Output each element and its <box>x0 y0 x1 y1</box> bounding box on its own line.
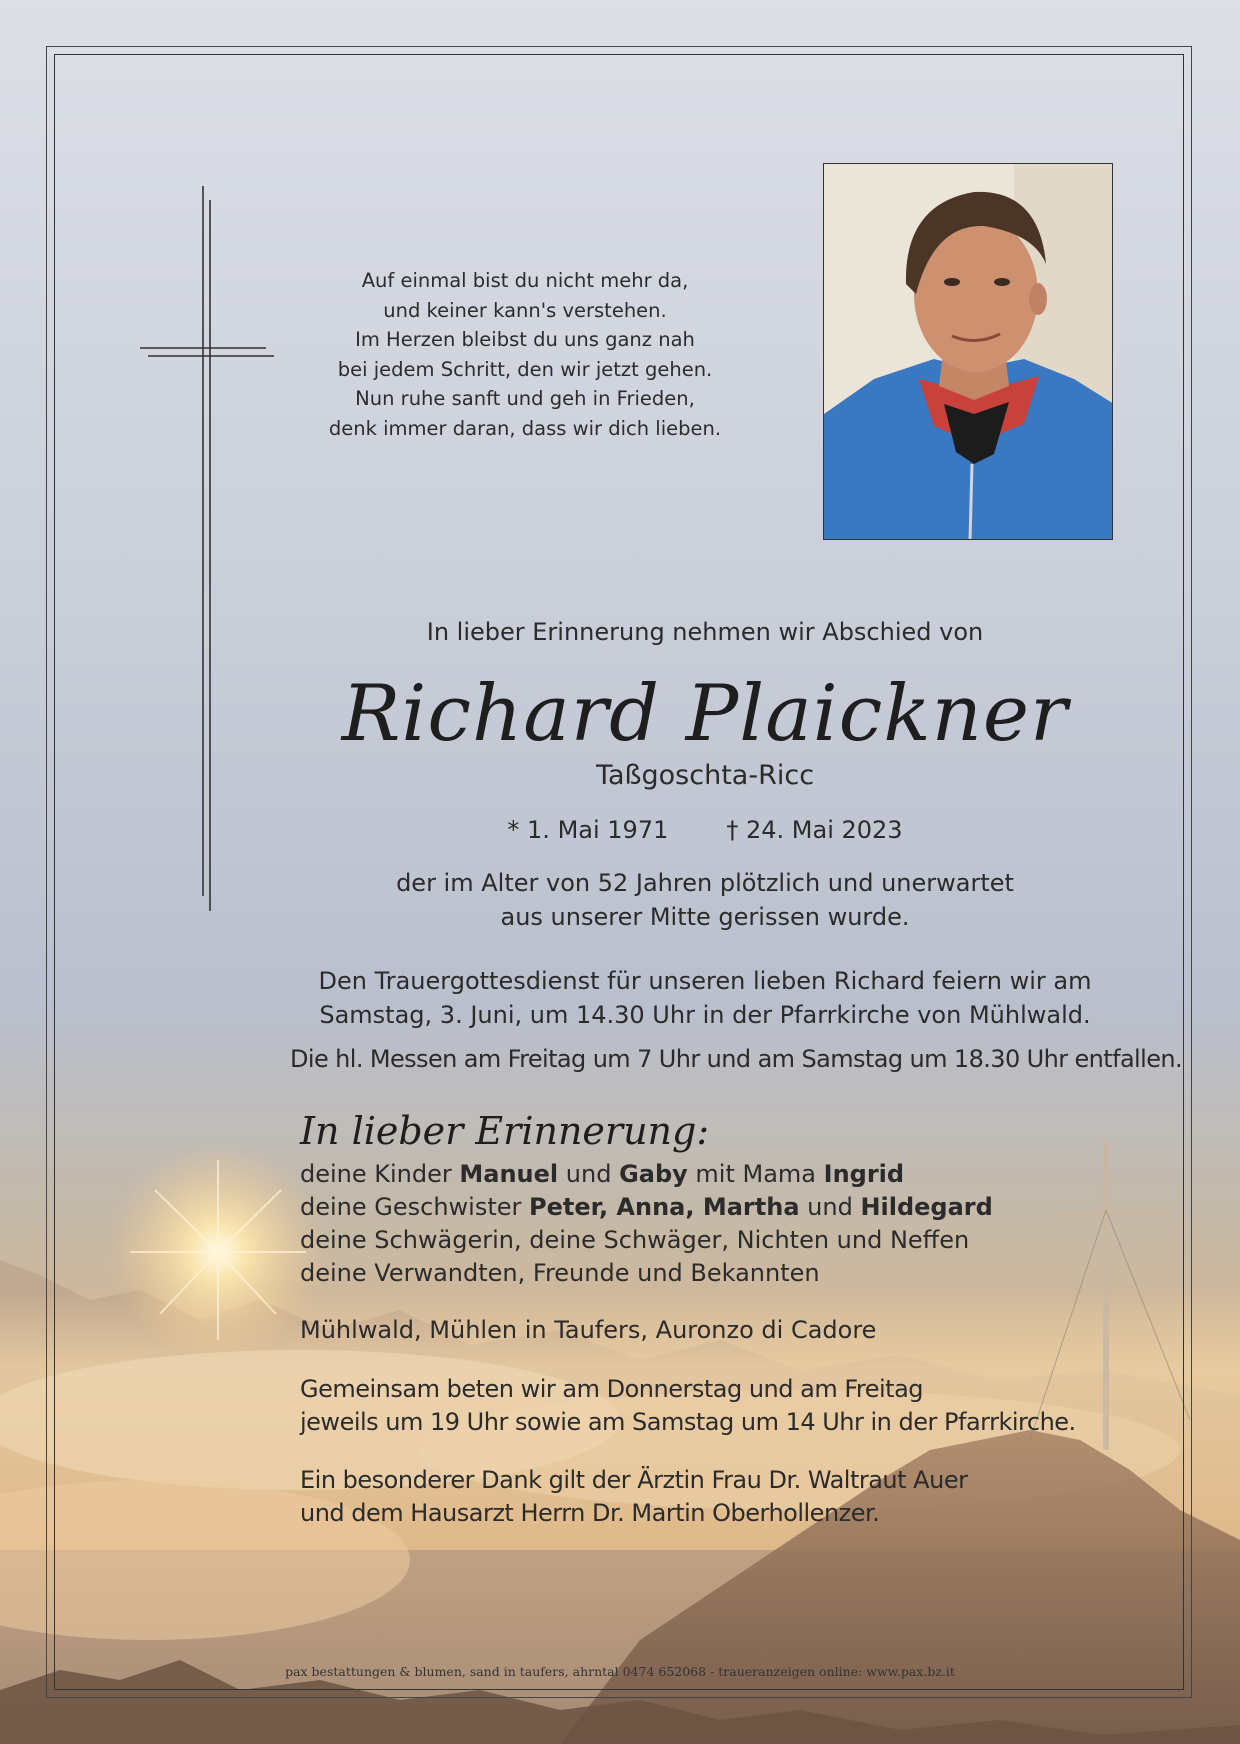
age-text <box>290 866 1120 934</box>
poem-line: und keiner kann's verstehen. <box>383 298 667 322</box>
thanks-line: Ein besonderer Dank gilt der Ärztin Frau Dr. Waltraut Auer <box>300 1466 968 1494</box>
family-line: deine Geschwister Peter, Anna, Martha und Hildegard <box>300 1193 993 1221</box>
thanks-text <box>300 1464 1100 1530</box>
poem-line: Im Herzen bleibst du uns ganz nah <box>355 328 695 351</box>
remember-heading: In lieber Erinnerung: <box>300 1109 710 1153</box>
age-line: der im Alter von 52 Jahren plötzlich und unerwartet <box>396 869 1014 897</box>
service-line: Samstag, 3. Juni, um 14.30 Uhr in der Pfarrkirche von Mühlwald. <box>319 1001 1091 1029</box>
service-line: Den Trauergottesdienst für unseren lieben Richard feiern wir am <box>318 967 1092 995</box>
intro-text: In lieber Erinnerung nehmen wir Abschied von <box>426 618 984 646</box>
prayer-line: jeweils um 19 Uhr sowie am Samstag um 14 Uhr in der Pfarrkirche. <box>300 1408 1076 1436</box>
prayer-line: Gemeinsam beten wir am Donnerstag und am Freitag <box>300 1375 924 1403</box>
funeral-service-text <box>290 964 1120 1032</box>
places-text: Mühlwald, Mühlen in Taufers, Auronzo di Cadore <box>300 1316 877 1344</box>
portrait-photo <box>823 163 1113 540</box>
deceased-name: Richard Plaickner <box>341 669 1069 759</box>
age-line: aus unserer Mitte gerissen wurde. <box>500 903 910 931</box>
cross-icon <box>138 186 278 911</box>
family-line: deine Schwägerin, deine Schwäger, Nichten und Neffen <box>300 1226 970 1254</box>
thanks-line: und dem Hausarzt Herrn Dr. Martin Oberhollenzer. <box>300 1499 880 1527</box>
birth-date: * 1. Mai 1971 <box>507 816 669 844</box>
poem-line: denk immer daran, dass wir dich lieben. <box>328 416 722 440</box>
family-line: deine Verwandten, Freunde und Bekannten <box>300 1259 820 1287</box>
footer-credit: pax bestattungen & blumen, sand in taufers, ahrntal 0474 652068 - traueranzeigen online: www.pax.bz.it <box>285 1664 955 1679</box>
masses-note: Die hl. Messen am Freitag um 7 Uhr und am Samstag um 18.30 Uhr entfallen. <box>290 1045 1183 1073</box>
poem-line: Auf einmal bist du nicht mehr da, <box>361 269 689 292</box>
life-dates <box>290 814 1120 846</box>
family-line: deine Kinder Manuel und Gaby mit Mama Ingrid <box>300 1160 905 1188</box>
death-date: † 24. Mai 2023 <box>726 816 903 844</box>
prayer-text <box>300 1373 1100 1439</box>
poem-line: bei jedem Schritt, den wir jetzt gehen. <box>337 357 713 381</box>
family-list <box>300 1158 1100 1290</box>
poem-line: Nun ruhe sanft und geh in Frieden, <box>355 387 695 410</box>
nickname: Taßgoschta-Ricc <box>595 760 815 791</box>
memorial-poem <box>300 266 750 443</box>
